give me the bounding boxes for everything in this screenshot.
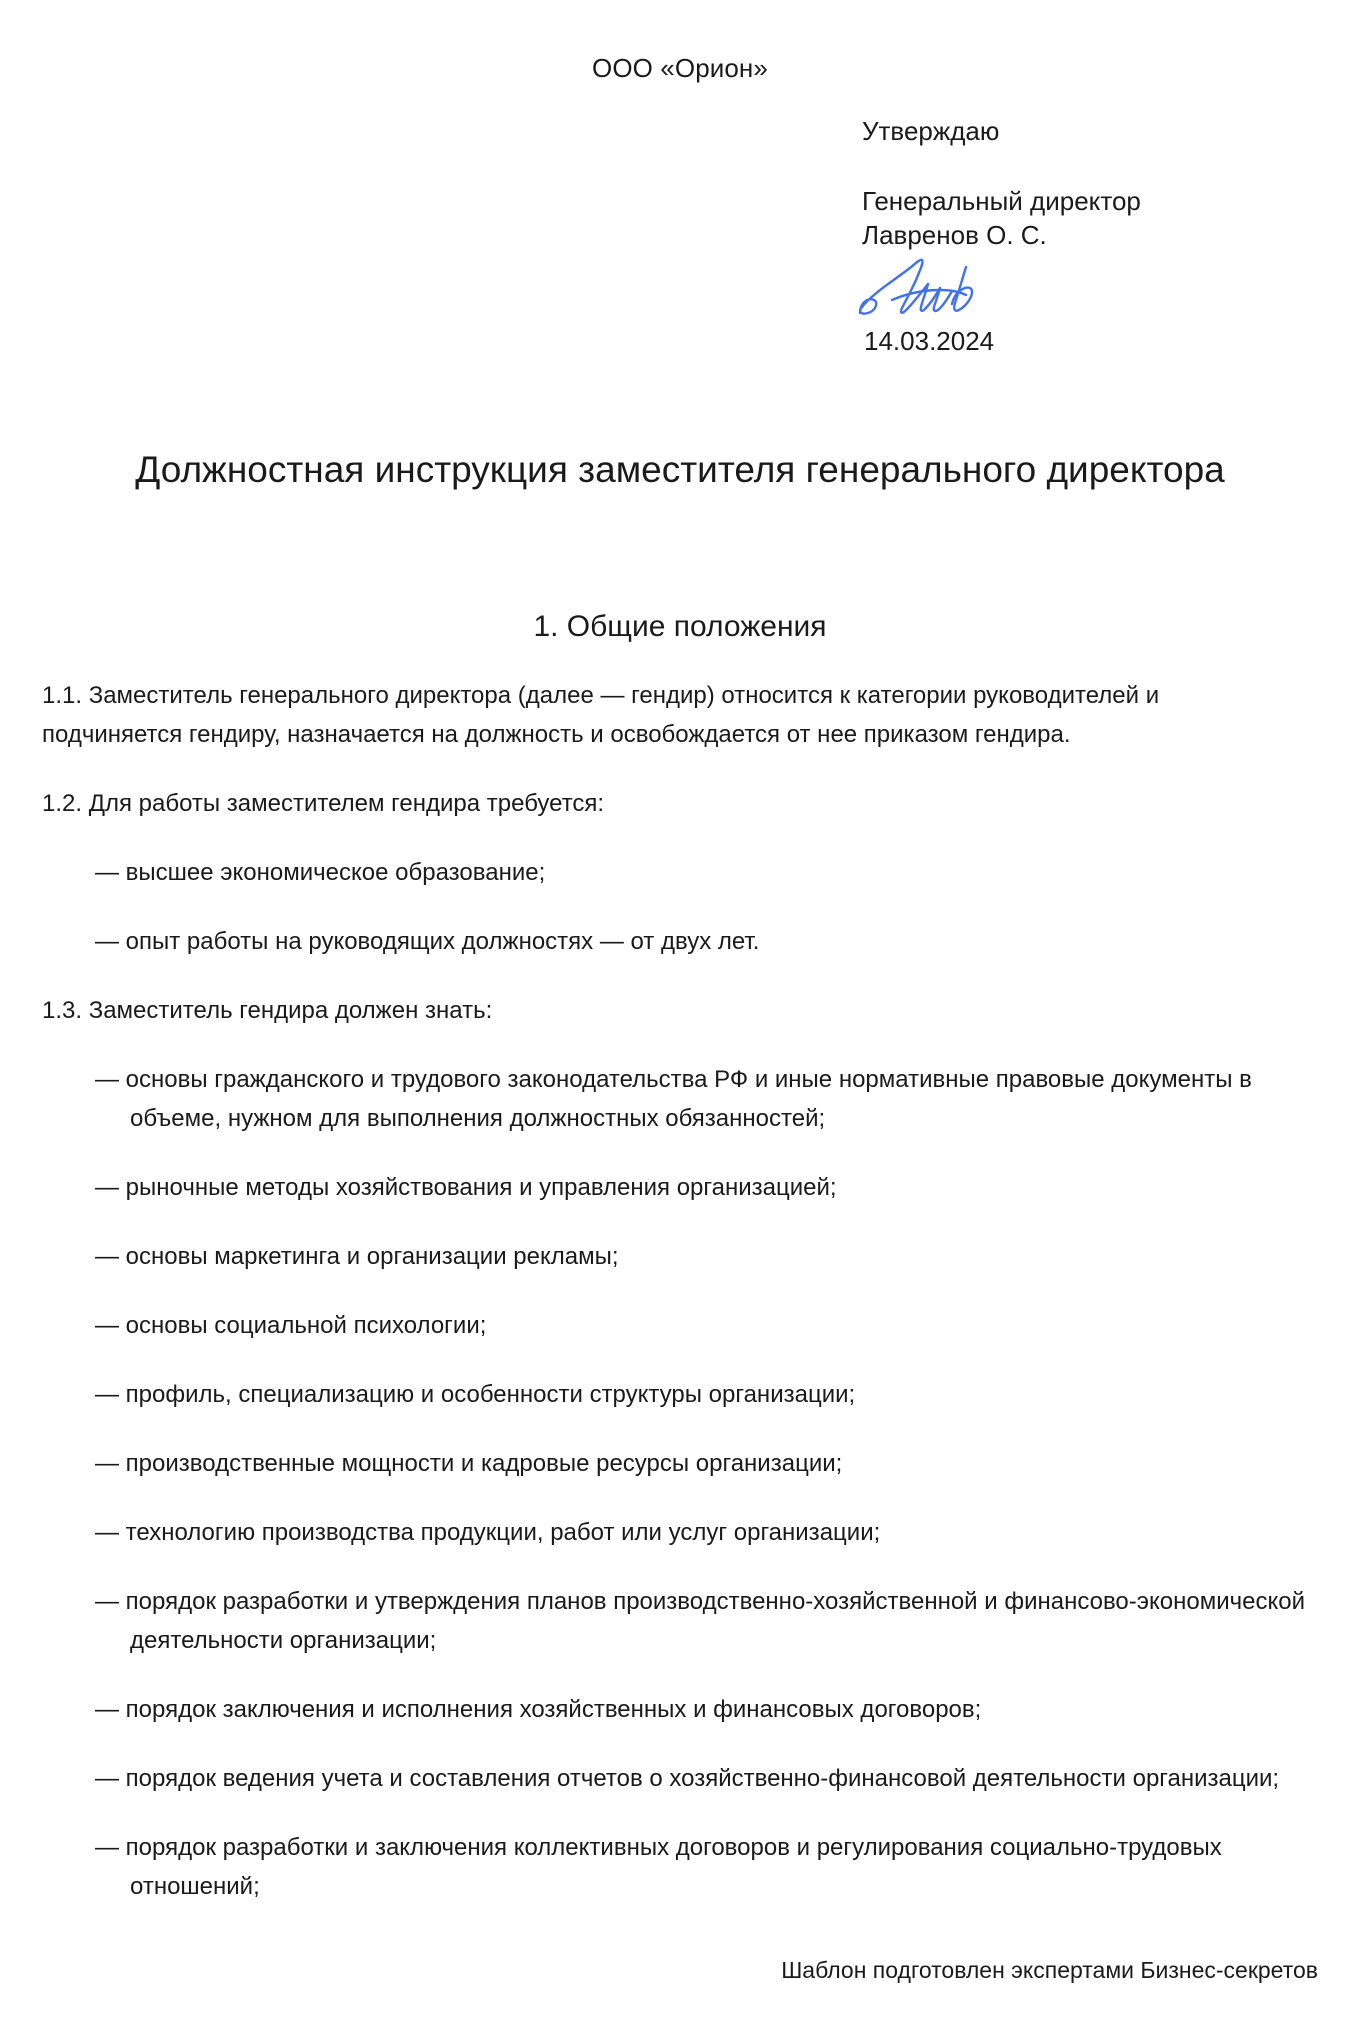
list-item: — порядок разработки и утверждения планов производственно-хозяйственной и финансово-экономической деятельности организации;: [95, 1588, 1306, 1654]
list-item: — порядок разработки и заключения коллективных договоров и регулирования социально-трудовых отношений;: [95, 1834, 1222, 1900]
document-body: [42, 676, 1318, 1936]
list-item: — опыт работы на руководящих должностях — от двух лет.: [95, 928, 760, 955]
list-item: — порядок ведения учета и составления отчетов о хозяйственно-финансовой деятельности организации;: [95, 1765, 1280, 1792]
list-item: — профиль, специализацию и особенности структуры организации;: [95, 1381, 856, 1408]
list-item: — основы маркетинга и организации рекламы;: [95, 1243, 619, 1270]
handwritten-signature-icon: [848, 250, 1008, 330]
signature-area: [862, 250, 1332, 324]
list-item: — основы гражданского и трудового законодательства РФ и иные нормативные правовые документы в объеме, нужном для выполнения должностных обязанностей;: [95, 1066, 1252, 1132]
approval-block: [862, 114, 1332, 358]
approver-role: Генеральный директор: [862, 186, 1141, 216]
clause-1-2: 1.2. Для работы заместителем гендира требуется:: [42, 790, 605, 817]
list-item: — рыночные методы хозяйствования и управления организацией;: [95, 1174, 837, 1201]
section-heading-1: 1. Общие положения: [533, 610, 827, 643]
footer-note: Шаблон подготовлен экспертами Бизнес-секретов: [781, 1957, 1318, 1983]
clause-1-3: 1.3. Заместитель гендира должен знать:: [42, 997, 493, 1024]
list-item: — порядок заключения и исполнения хозяйственных и финансовых договоров;: [95, 1696, 982, 1723]
list-item: — производственные мощности и кадровые ресурсы организации;: [95, 1450, 843, 1477]
clause-1-1: 1.1. Заместитель генерального директора (далее — гендир) относится к категории руководителей и подчиняется гендиру, назначается на должность и освобождается от нее приказом гендира.: [42, 682, 1160, 748]
approval-date: 14.03.2024: [864, 326, 995, 356]
list-item: — технологию производства продукции, работ или услуг организации;: [95, 1519, 881, 1546]
approval-word: Утверждаю: [862, 116, 1000, 146]
page-title: Должностная инструкция заместителя генерального директора: [135, 449, 1225, 490]
list-item: — основы социальной психологии;: [95, 1312, 487, 1339]
organization-name: ООО «Орион»: [592, 53, 768, 83]
approver-name: Лавренов О. С.: [862, 220, 1047, 250]
list-item: — высшее экономическое образование;: [95, 859, 546, 886]
